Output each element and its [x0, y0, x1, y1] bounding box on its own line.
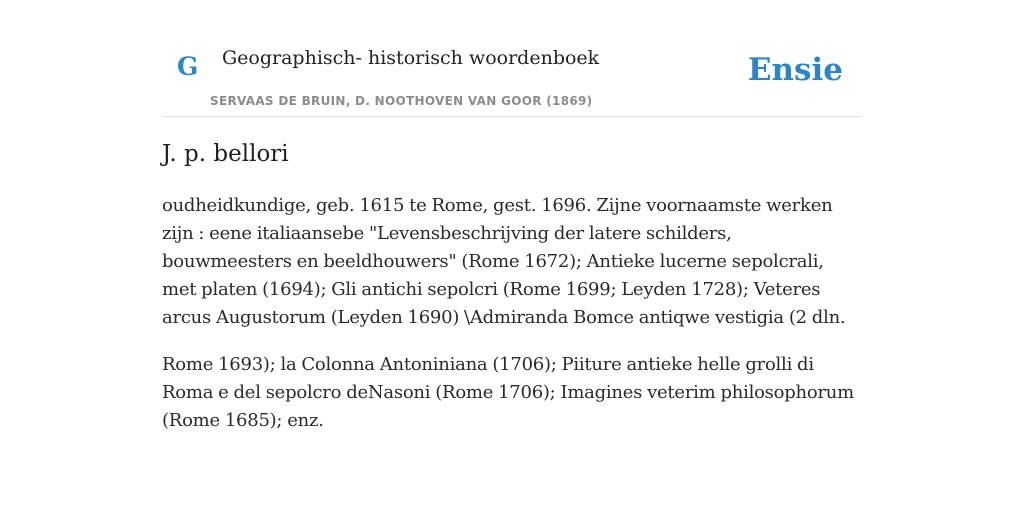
entry-title: J. p. bellori	[162, 141, 289, 167]
entry-paragraph-1: oudheidkundige, geb. 1615 te Rome, gest. 1696. Zijne voornaamste werken zijn : eene italiaansebe "Levensbeschrijving der latere schilders, bouwmeesters en beeldhouwers" (Rome 1672); Antieke lucerne sepolcrali, met platen (1694); Gli antichi sepolcri (Rome 1699; Leyden 1728); Veteres arcus Augustorum (Leyden 1690) \Admiranda Bomce antiqwe vestigia (2 dln.	[162, 195, 846, 328]
page	[162, 0, 862, 431]
ensie-logo-link[interactable]: Ensie	[747, 52, 843, 88]
book-title-link[interactable]: Geographisch- historisch woordenboek	[222, 47, 600, 69]
header	[162, 0, 862, 117]
book-logo-icon[interactable]: G	[177, 52, 199, 81]
entry-paragraph-2: Rome 1693); la Colonna Antoniniana (1706); Piiture antieke helle grolli di Roma e del sepolcro deNasoni (Rome 1706); Imagines veterim philosophorum (Rome 1685); enz.	[162, 354, 854, 431]
book-authors: SERVAAS DE BRUIN, D. NOOTHOVEN VAN GOOR (1869)	[210, 94, 593, 108]
